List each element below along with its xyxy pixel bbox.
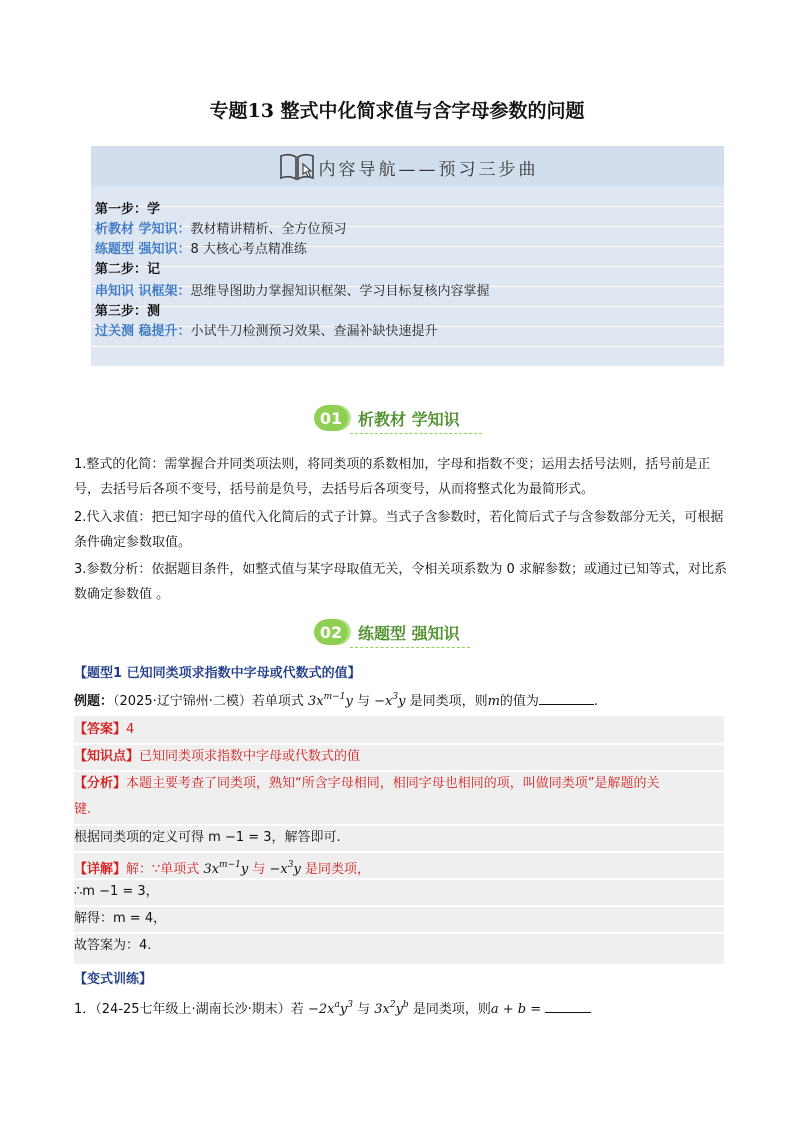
nav-line-learn: 析教材 学知识：教材精讲精析、全方位预习	[95, 222, 347, 237]
knowledge-item-2: 2.代入求值：把已知字母的值代入化简后的式子计算。当式子含参数时，若化简后式子与含参数部分无关，可根据条件确定参数取值。	[74, 510, 724, 550]
section-badge-02	[314, 617, 460, 647]
detail-line: 【详解】解：∵单项式 $3x^{m-1}y$ 与 $-x^3y$ 是同类项，	[74, 860, 370, 877]
nav-line-step1: 第一步：学	[95, 202, 161, 217]
answer-blank	[539, 692, 594, 705]
nav-line-practice: 练题型 强知识：8 大核心考点精准练	[95, 242, 307, 257]
question-type-heading: 【题型1 已知同类项求指数中字母或代数式的值】	[74, 666, 361, 681]
answer-blank	[545, 1000, 591, 1013]
nav-title: 内容导航——预习三步曲	[318, 159, 539, 180]
analysis-line-2: 根据同类项的定义可得 m −1 = 3，解答即可.	[74, 830, 341, 845]
section-number: 02	[314, 619, 348, 645]
page-title: 专题13 整式中化简求值与含字母参数的问题	[209, 100, 585, 122]
knowledge-point-line: 【知识点】已知同类项求指数中字母或代数式的值	[74, 749, 361, 764]
answer-line: 【答案】4	[74, 722, 135, 737]
nav-line-test: 过关测 稳提升：小试牛刀检测预习效果、查漏补缺快速提升	[95, 324, 438, 339]
analysis-continuation: 键.	[74, 802, 92, 817]
content-navigation-box	[91, 146, 724, 366]
variant-training-heading: 【变式训练】	[74, 972, 153, 987]
section-underline	[350, 647, 470, 648]
detail-step-1: ∴m −1 = 3，	[74, 884, 159, 899]
nav-line-step2: 第二步：记	[95, 262, 161, 277]
knowledge-item-3: 3.参数分析：依据题目条件，如整式值与某字母取值无关，令相关项系数为 0 求解参数；或通过已知等式，对比系数确定参数值 。	[74, 562, 727, 602]
detail-step-2: 解得：m = 4，	[74, 911, 167, 926]
exercise-1: 1．（24-25七年级上·湖南长沙·期末）若 $-2x^ay^3$ 与 $3x^2y^b$ 是同类项，则a + b =	[74, 998, 591, 1017]
solution-box	[74, 716, 724, 964]
section-title: 析教材 学知识	[358, 409, 460, 429]
section-number: 01	[314, 405, 348, 431]
section-underline	[350, 433, 482, 434]
nav-header	[91, 146, 724, 186]
nav-line-step3: 第三步：测	[95, 304, 161, 319]
section-title: 练题型 强知识	[358, 623, 460, 643]
example-question: 例题：（2025·辽宁锦州·二模）若单项式 $3x^{m-1}y$ 与 $-x^3y$ 是同类项，则m的值为 .	[74, 692, 599, 709]
detail-step-3: 故答案为：4.	[74, 938, 152, 953]
section-badge-01	[314, 403, 460, 433]
nav-line-framework: 串知识 识框架：思维导图助力掌握知识框架、学习目标复核内容掌握	[95, 284, 490, 299]
knowledge-item-1: 1.整式的化简：需掌握合并同类项法则，将同类项的系数相加，字母和指数不变；运用去括号法则，括号前是正号，去括号后各项不变号，括号前是负号，去括号后各项变号，从而将整式化为最简形式。	[74, 457, 711, 497]
analysis-line: 【分析】本题主要考查了同类项，熟知“所含字母相同，相同字母也相同的项，叫做同类项”是解题的关	[74, 776, 660, 791]
book-icon	[277, 150, 317, 184]
